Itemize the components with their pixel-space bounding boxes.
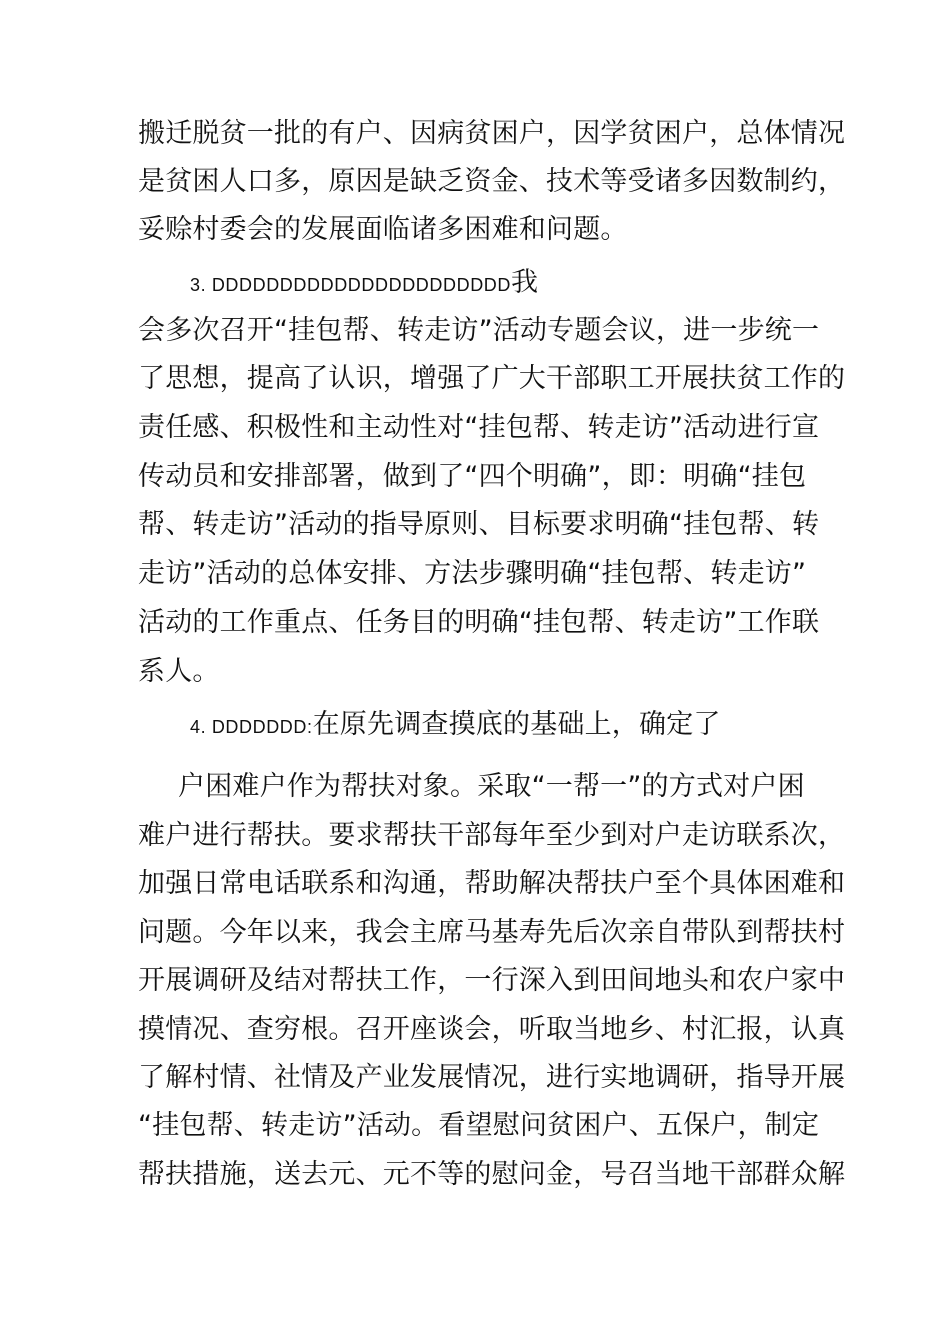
body-line: 户困难户作为帮扶对象。采取“一帮一”的方式对户困 xyxy=(178,771,805,802)
body-line: 帮扶措施，送去元、元不等的慰问金，号召当地干部群众解 xyxy=(138,1159,846,1190)
body-line: 搬迁脱贫一批的有户、因病贫困户，因学贫困户，总体情况 xyxy=(138,118,846,149)
body-line: 加强日常电话联系和沟通，帮助解决帮扶户至个具体困难和 xyxy=(138,868,846,899)
body-line: 会多次召开“挂包帮、转走访”活动专题会议，进一步统一 xyxy=(138,315,820,346)
body-line: 开展调研及结对帮扶工作，一行深入到田间地头和农户家中 xyxy=(138,965,846,996)
section-heading-3-prefix: 3. DDDDDDDDDDDDDDDDDDDDDD xyxy=(190,275,511,295)
body-line: 走访”活动的总体安排、方法步骤明确“挂包帮、转走访” xyxy=(138,558,807,589)
section-heading-3-suffix: 我 xyxy=(511,267,539,298)
body-line: 责任感、积极性和主动性对“挂包帮、转走访”活动进行宣 xyxy=(138,412,820,443)
section-heading-4-suffix: 在原先调查摸底的基础上，确定了 xyxy=(312,709,721,740)
body-line: 妥赊村委会的发展面临诸多困难和问题。 xyxy=(138,214,628,245)
body-line: “挂包帮、转走访”活动。看望慰问贫困户、五保户，制定 xyxy=(138,1110,820,1141)
body-line: 是贫困人口多，原因是缺乏资金、技术等受诸多因数制约， xyxy=(138,166,846,197)
section-heading-4 xyxy=(190,707,721,745)
body-line: 传动员和安排部署，做到了“四个明确”，即：明确“挂包 xyxy=(138,461,807,492)
body-line: 了解村情、社情及产业发展情况，进行实地调研，指导开展 xyxy=(138,1062,846,1093)
section-heading-4-prefix: 4. DDDDDDD: xyxy=(190,717,313,737)
body-line: 问题。今年以来，我会主席马基寿先后次亲自带队到帮扶村 xyxy=(138,917,846,948)
body-line: 帮、转走访”活动的指导原则、目标要求明确“挂包帮、转 xyxy=(138,509,820,540)
body-line: 摸情况、查穷根。召开座谈会，听取当地乡、村汇报，认真 xyxy=(138,1014,846,1045)
body-line: 活动的工作重点、任务目的明确“挂包帮、转走访”工作联 xyxy=(138,607,820,638)
body-line: 难户进行帮扶。要求帮扶干部每年至少到对户走访联系次， xyxy=(138,820,846,851)
section-heading-3 xyxy=(190,265,538,303)
body-line: 了思想，提高了认识，增强了广大干部职工开展扶贫工作的 xyxy=(138,363,846,394)
body-line: 系人。 xyxy=(138,656,220,687)
